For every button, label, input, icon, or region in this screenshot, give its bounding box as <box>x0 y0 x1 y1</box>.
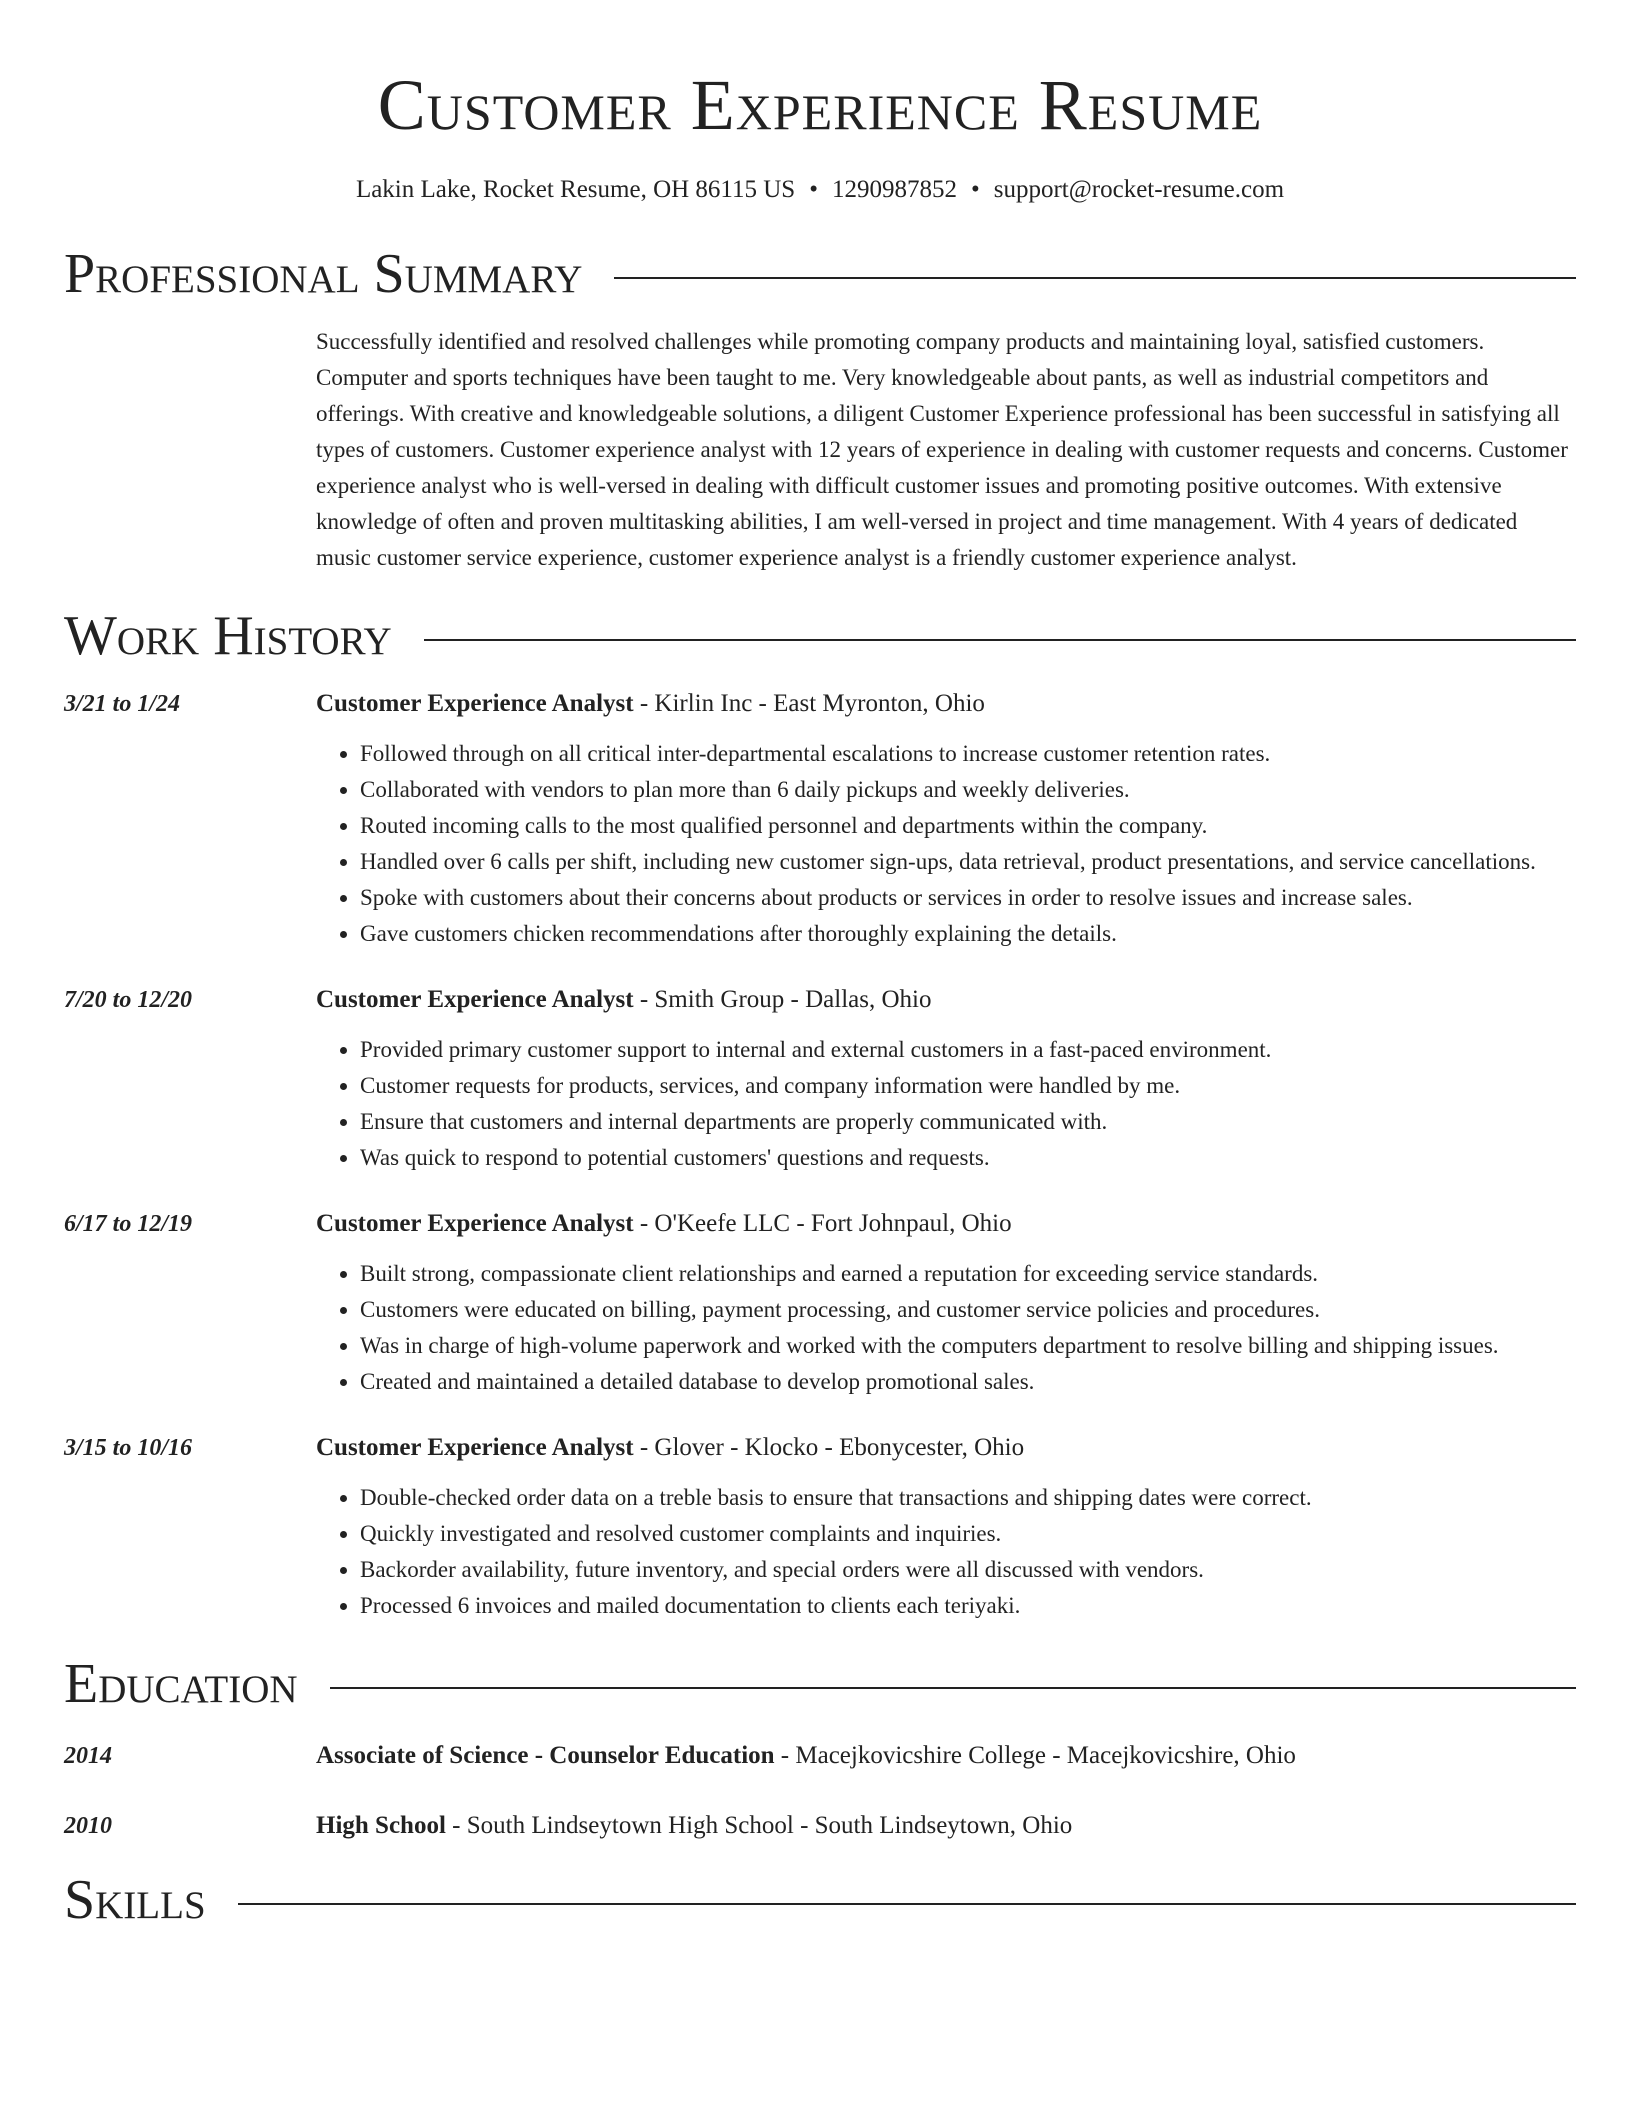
section-divider <box>330 1687 1576 1689</box>
job-bullet: • Processed 6 invoices and mailed documentation to clients each teriyaki. <box>360 1588 1576 1624</box>
work-history-list <box>64 686 1576 1624</box>
job-dates: 6/17 to 12/19 <box>64 1211 193 1237</box>
job-bullet: • Collaborated with vendors to plan more than 6 daily pickups and weekly deliveries. <box>360 772 1576 808</box>
job-details: - O'Keefe LLC - Fort Johnpaul, Ohio <box>633 1210 1012 1237</box>
job-dates: 7/20 to 12/20 <box>64 987 193 1013</box>
summary-heading: Professional Summary <box>64 243 583 305</box>
education-year: 2014 <box>64 1743 112 1769</box>
job-entry <box>64 1430 1576 1624</box>
contact-separator: • <box>970 176 980 203</box>
job-bullets <box>316 1256 1576 1400</box>
job-entry <box>64 686 1576 952</box>
job-dates: 3/21 to 1/24 <box>64 691 181 717</box>
work-section-header <box>64 604 1576 668</box>
education-section-header <box>64 1652 1576 1716</box>
job-bullet: • Followed through on all critical inter-departmental escalations to increase customer retention rates. <box>360 736 1576 772</box>
section-divider <box>238 1903 1576 1905</box>
contact-line <box>64 174 1576 206</box>
job-bullet: • Was in charge of high-volume paperwork and worked with the computers department to resolve billing and shipping issues. <box>360 1328 1576 1364</box>
job-bullet: • Spoke with customers about their concerns about products or services in order to resolve issues and increase sales. <box>360 880 1576 916</box>
summary-text: Successfully identified and resolved challenges while promoting company products and maintaining loyal, satisfied customers. Computer and sports techniques have been taught to me. Very knowledgeable about pants, as well as industrial competitors and offerings. With creative and knowledgeable solutions, a diligent Customer Experience professional has been successful in satisfying all types of customers. Customer experience analyst with 12 years of experience in dealing with customer requests and concerns. Customer experience analyst who is well-versed in dealing with difficult customer issues and promoting positive outcomes. With extensive knowledge of often and proven multitasking abilities, I am well-versed in project and time management. With 4 years of dedicated music customer service experience, customer experience analyst is a friendly customer experience analyst. <box>316 329 1568 570</box>
education-details: - South Lindseytown High School - South Lindseytown, Ohio <box>445 1812 1073 1839</box>
contact-separator: • <box>809 176 818 203</box>
job-bullet: • Routed incoming calls to the most qualified personnel and departments within the company. <box>360 808 1576 844</box>
job-bullets <box>316 736 1576 952</box>
education-heading: Education <box>64 1653 298 1715</box>
education-entry <box>64 1738 1576 1774</box>
job-bullet: • Quickly investigated and resolved customer complaints and inquiries. <box>360 1516 1576 1552</box>
resume-page <box>64 0 1576 1932</box>
job-bullet: • Created and maintained a detailed database to develop promotional sales. <box>360 1364 1576 1400</box>
skills-section-header <box>64 1868 1576 1932</box>
education-degree: Associate of Science - Counselor Education <box>316 1742 775 1769</box>
job-bullet: • Ensure that customers and internal departments are properly communicated with. <box>360 1104 1576 1140</box>
education-details: - Macejkovicshire College - Macejkovicshire, Ohio <box>774 1742 1296 1769</box>
section-divider <box>614 277 1576 279</box>
job-bullet: • Customer requests for products, services, and company information were handled by me. <box>360 1068 1576 1104</box>
resume-title: Customer Experience Resume <box>377 65 1263 145</box>
education-heading-line <box>316 1738 1576 1774</box>
contact-address: Lakin Lake, Rocket Resume, OH 86115 US <box>355 176 796 203</box>
contact-phone: 1290987852 <box>831 176 957 203</box>
job-bullet: • Was quick to respond to potential customers' questions and requests. <box>360 1140 1576 1176</box>
job-bullets <box>316 1480 1576 1624</box>
education-year: 2010 <box>64 1813 112 1839</box>
job-title: Customer Experience Analyst <box>316 1434 634 1461</box>
job-bullet: • Double-checked order data on a treble basis to ensure that transactions and shipping dates were correct. <box>360 1480 1576 1516</box>
job-bullet: • Built strong, compassionate client relationships and earned a reputation for exceeding service standards. <box>360 1256 1576 1292</box>
job-title: Customer Experience Analyst <box>316 1210 634 1237</box>
job-heading <box>316 982 1576 1018</box>
job-details: - Glover - Klocko - Ebonycester, Ohio <box>633 1434 1025 1461</box>
job-entry <box>64 1206 1576 1400</box>
job-dates: 3/15 to 10/16 <box>64 1435 193 1461</box>
job-heading <box>316 1430 1576 1466</box>
job-heading <box>316 1206 1576 1242</box>
job-bullet: • Gave customers chicken recommendations after thoroughly explaining the details. <box>360 916 1576 952</box>
job-bullets <box>316 1032 1576 1176</box>
work-heading: Work History <box>64 605 392 667</box>
section-divider <box>424 639 1576 641</box>
job-title: Customer Experience Analyst <box>316 986 634 1013</box>
job-entry <box>64 982 1576 1176</box>
job-title: Customer Experience Analyst <box>316 690 634 717</box>
contact-email: support@rocket-resume.com <box>993 176 1285 203</box>
job-bullet: • Backorder availability, future inventory, and special orders were all discussed with vendors. <box>360 1552 1576 1588</box>
job-bullet: • Customers were educated on billing, payment processing, and customer service policies and procedures. <box>360 1292 1576 1328</box>
education-degree: High School <box>316 1812 446 1839</box>
job-bullet: • Provided primary customer support to internal and external customers in a fast-paced environment. <box>360 1032 1576 1068</box>
education-entry <box>64 1808 1576 1844</box>
skills-heading: Skills <box>64 1869 206 1931</box>
job-bullet: • Handled over 6 calls per shift, including new customer sign-ups, data retrieval, product presentations, and service cancellations. <box>360 844 1576 880</box>
job-heading <box>316 686 1576 722</box>
summary-section-header <box>64 242 1576 306</box>
job-details: - Kirlin Inc - East Myronton, Ohio <box>633 690 985 717</box>
education-heading-line <box>316 1808 1576 1844</box>
job-details: - Smith Group - Dallas, Ohio <box>633 986 932 1013</box>
